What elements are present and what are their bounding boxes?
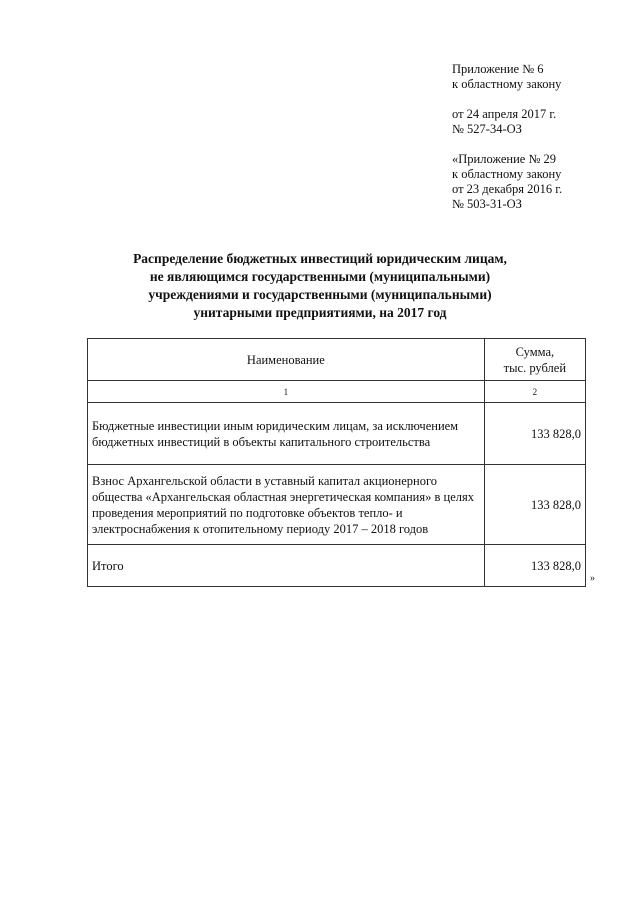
document-title [95,250,545,322]
title-line-4: унитарными предприятиями, на 2017 год [193,305,447,320]
closing-quote-mark: » [590,573,595,584]
total-row [88,545,586,587]
header-sum-unit: тыс. рублей [503,360,567,375]
header-name-cell: Наименование [88,339,485,381]
original-appendix-number: «Приложение № 29 [452,152,557,166]
header-sum-label: Сумма, [515,344,555,359]
amendment-date: от 24 апреля 2017 г. [452,107,557,121]
amendment-number: № 527-34-ОЗ [452,122,522,136]
investment-table [87,338,586,587]
original-number: № 503-31-ОЗ [452,197,522,211]
row-sum-cell: 133 828,0 [484,403,585,465]
original-reference [452,152,622,212]
title-line-2: не являющимся государственными (муниципальными) [149,269,491,284]
table-row [88,465,586,545]
amendment-reference [452,107,622,137]
title-line-3: учреждениями и государственными (муниципальными) [148,287,492,302]
appendix-number: Приложение № 6 [452,62,544,76]
title-line-1: Распределение бюджетных инвестиций юридическим лицам, [133,251,507,266]
row-name-cell: Взнос Архангельской области в уставный капитал акционерного общества «Архангельская областная энергетическая компания» в целях проведения мероприятий по подготовке объектов тепло- и электроснабжения к отопительному периоду 2017 – 2018 годов [88,465,485,545]
row-sum-cell: 133 828,0 [484,465,585,545]
total-label-cell: Итого [88,545,485,587]
header-sum-cell [484,339,585,381]
appendix-reference [452,62,622,92]
column-number-1: 1 [88,381,485,403]
column-number-2: 2 [484,381,585,403]
original-date: от 23 декабря 2016 г. [452,182,563,196]
table-header-row [88,339,586,381]
row-name-cell: Бюджетные инвестиции иным юридическим лицам, за исключением бюджетных инвестиций в объекты капитального строительства [88,403,485,465]
column-number-row [88,381,586,403]
table-row [88,403,586,465]
original-law: к областному закону [452,167,562,181]
total-sum-cell: 133 828,0 [484,545,585,587]
appendix-law: к областному закону [452,77,562,91]
